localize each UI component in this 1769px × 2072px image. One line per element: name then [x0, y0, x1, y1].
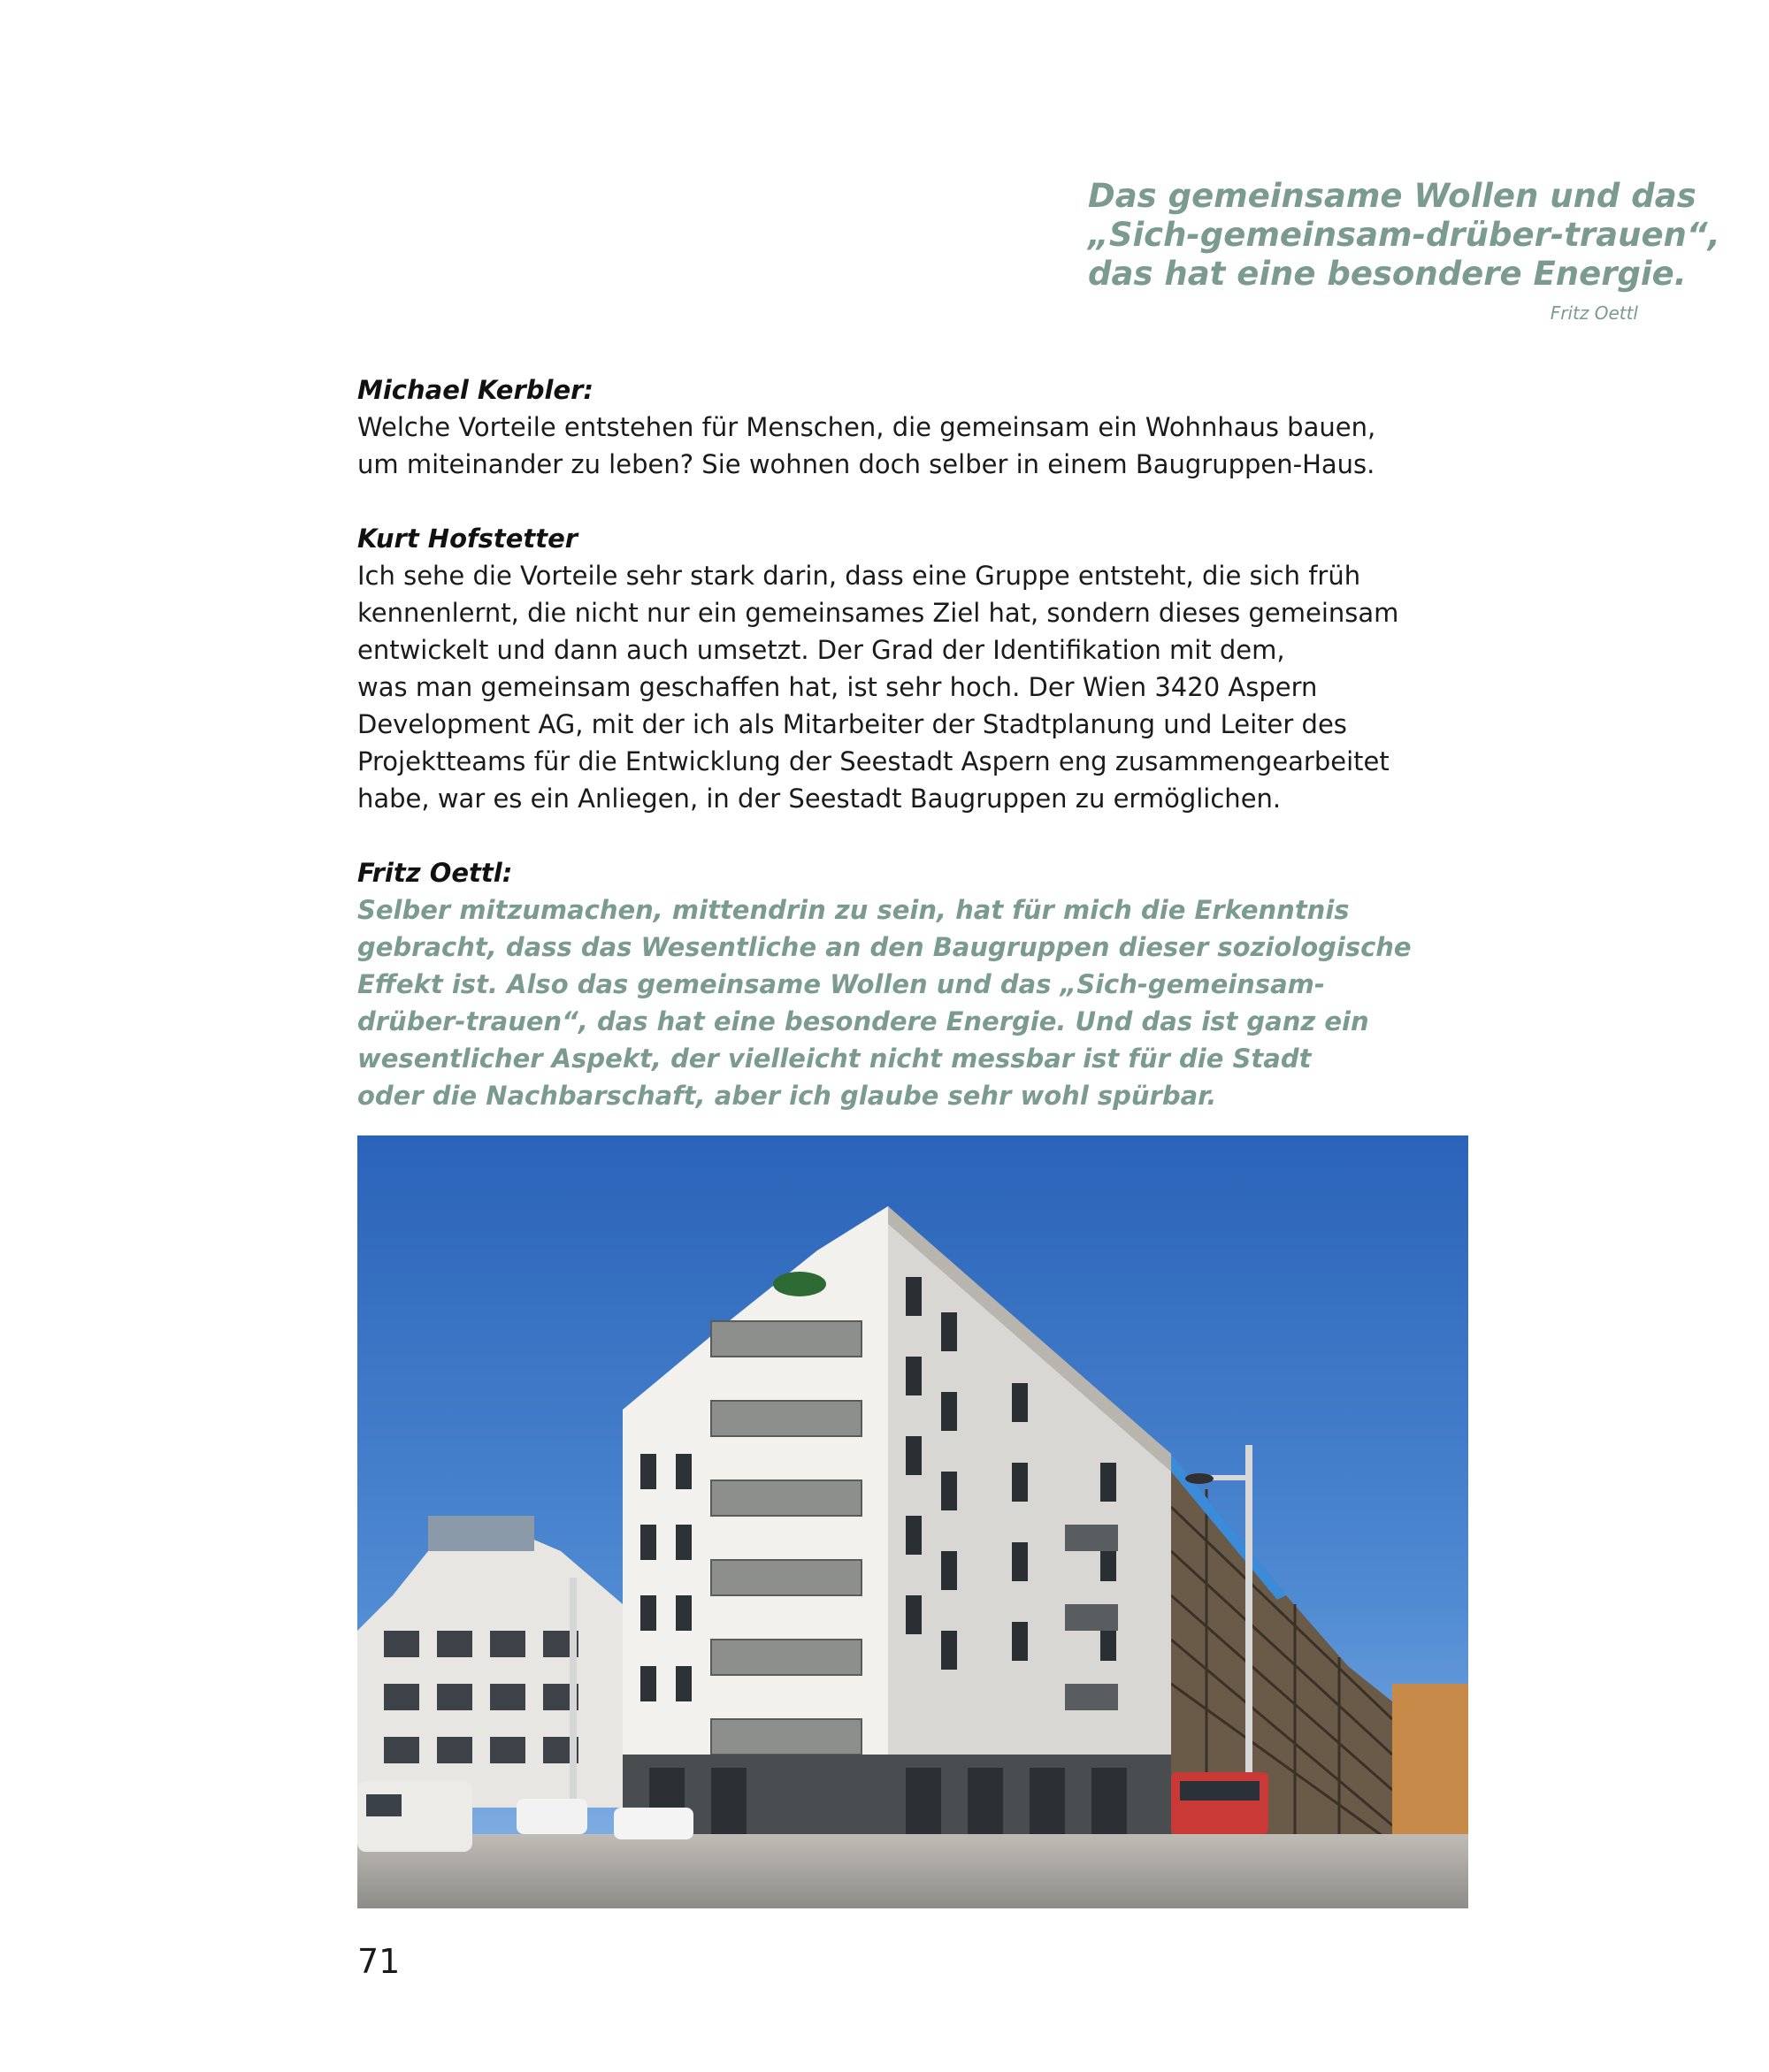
text-line: Ich sehe die Vorteile sehr stark darin, dass eine Gruppe entsteht, die sich früh	[357, 561, 1361, 591]
text-line: gebracht, dass das Wesentliche an den Baugruppen dieser soziologische	[357, 932, 1412, 962]
text-line: drüber-trauen“, das hat eine besondere Energie. Und das ist ganz ein	[357, 1006, 1369, 1036]
pull-quote-line: „Sich-gemeinsam-drüber-trauen“,	[1088, 216, 1720, 254]
pull-quote-line: Das gemeinsame Wollen und das	[1088, 177, 1696, 215]
highlighted-answer-text	[357, 891, 1472, 1114]
interview-block-kerbler	[357, 371, 1472, 483]
pull-quote-line: das hat eine besondere Energie.	[1088, 255, 1687, 293]
building-photo	[357, 1135, 1468, 1908]
text-line: entwickelt und dann auch umsetzt. Der Grad der Identifikation mit dem,	[357, 635, 1285, 665]
text-line: Projektteams für die Entwicklung der Seestadt Aspern eng zusammengearbeitet	[357, 746, 1390, 776]
text-line: kennenlernt, die nicht nur ein gemeinsames Ziel hat, sondern dieses gemeinsam	[357, 598, 1399, 628]
page-number: 71	[357, 1942, 401, 1981]
interview-block-oettl	[357, 854, 1472, 1114]
text-line: was man gemeinsam geschaffen hat, ist sehr hoch. Der Wien 3420 Aspern	[357, 672, 1318, 702]
speaker-name: Kurt Hofstetter	[357, 524, 578, 554]
text-line: wesentlicher Aspekt, der vielleicht nicht messbar ist für die Stadt	[357, 1044, 1312, 1074]
text-line: Effekt ist. Also das gemeinsame Wollen und das „Sich-gemeinsam-	[357, 969, 1325, 999]
text-line: um miteinander zu leben? Sie wohnen doch selber in einem Baugruppen-Haus.	[357, 449, 1375, 479]
text-line: Development AG, mit der ich als Mitarbeiter der Stadtplanung und Leiter des	[357, 709, 1347, 739]
text-line: habe, war es ein Anliegen, in der Seestadt Baugruppen zu ermöglichen.	[357, 784, 1282, 814]
pull-quote-author: Fritz Oettl	[1550, 302, 1638, 324]
interview-block-hofstetter	[357, 520, 1472, 817]
text-line: Welche Vorteile entstehen für Menschen, die gemeinsam ein Wohnhaus bauen,	[357, 412, 1376, 442]
pull-quote	[1088, 177, 1720, 294]
text-line: oder die Nachbarschaft, aber ich glaube sehr wohl spürbar.	[357, 1081, 1217, 1111]
answer-text	[357, 557, 1472, 817]
text-line: Selber mitzumachen, mittendrin zu sein, hat für mich die Erkenntnis	[357, 895, 1350, 925]
speaker-name: Michael Kerbler:	[357, 375, 594, 405]
speaker-name: Fritz Oettl:	[357, 858, 513, 888]
question-text	[357, 409, 1472, 483]
interview-text	[357, 371, 1472, 1151]
